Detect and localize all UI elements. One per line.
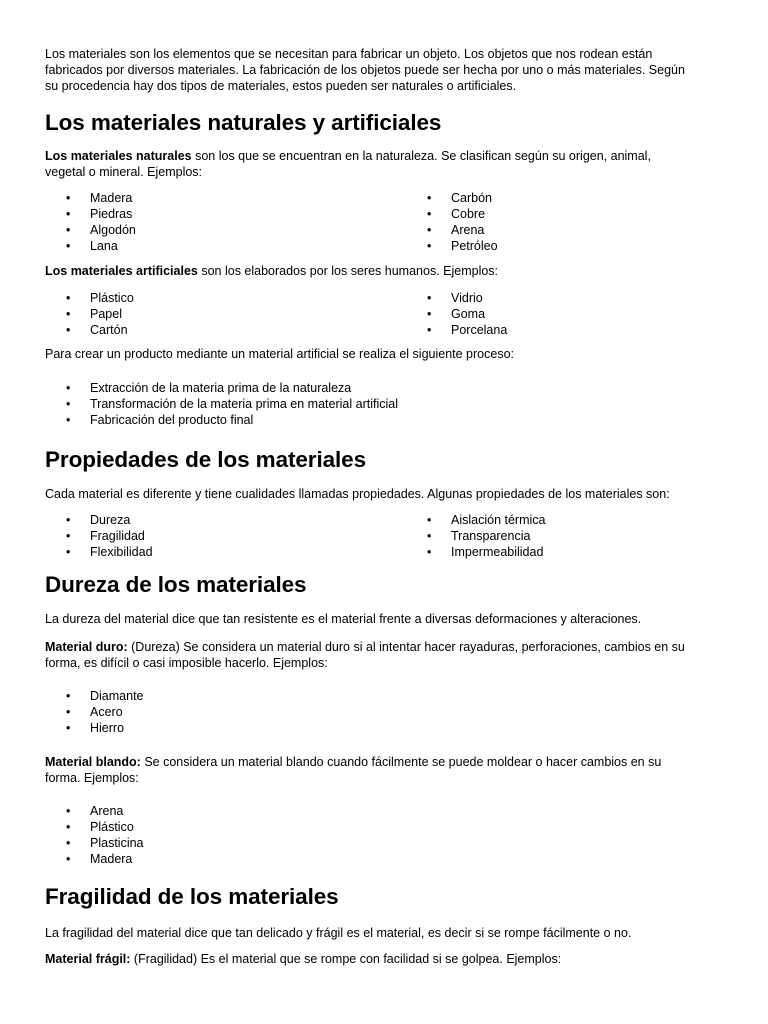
list-item: Papel — [90, 307, 122, 321]
bullet-marker: • — [66, 413, 71, 427]
bullet-marker: • — [427, 239, 432, 253]
heading-fragilidad: Fragilidad de los materiales — [45, 884, 339, 909]
list-item: Lana — [90, 239, 118, 253]
list-item: Flexibilidad — [90, 545, 153, 559]
list-item: Impermeabilidad — [451, 545, 544, 559]
artificiales-desc: son los elaborados por los seres humanos. Ejemplos: — [197, 264, 499, 278]
dureza-paragraph: La dureza del material dice que tan resistente es el material frente a diversas deformaciones y alteraciones. — [45, 612, 642, 626]
bullet-marker: • — [66, 513, 71, 527]
bullet-marker: • — [66, 852, 71, 866]
blando-paragraph-line-1 — [45, 754, 661, 770]
list-item: Arena — [451, 223, 485, 237]
bullet-marker: • — [427, 307, 432, 321]
fragil-desc: (Fragilidad) Es el material que se rompe con facilidad si se golpea. Ejemplos: — [130, 952, 562, 966]
bullet-marker: • — [66, 804, 71, 818]
bullet-marker: • — [427, 207, 432, 221]
list-item: Transparencia — [451, 529, 531, 543]
bullet-marker: • — [66, 397, 71, 411]
list-item: Arena — [90, 804, 124, 818]
propiedades-paragraph: Cada material es diferente y tiene cualidades llamadas propiedades. Algunas propiedades de los materiales son: — [45, 487, 670, 501]
list-item: Dureza — [90, 513, 131, 527]
bullet-marker: • — [66, 381, 71, 395]
heading-propiedades: Propiedades de los materiales — [45, 447, 366, 472]
bullet-marker: • — [427, 323, 432, 337]
bullet-marker: • — [66, 836, 71, 850]
duro-paragraph-line-2: forma, es difícil o casi imposible hacerlo. Ejemplos: — [45, 656, 328, 670]
list-item: Cobre — [451, 207, 486, 221]
list-item: Acero — [90, 705, 123, 719]
naturales-term: Los materiales naturales — [45, 149, 192, 163]
bullet-marker: • — [427, 191, 432, 205]
naturales-desc: son los que se encuentran en la naturaleza. Se clasifican según su origen, animal, — [191, 149, 651, 163]
list-item: Plasticina — [90, 836, 144, 850]
bullet-marker: • — [66, 307, 71, 321]
list-item: Vidrio — [451, 291, 483, 305]
list-item: Porcelana — [451, 323, 508, 337]
bullet-marker: • — [66, 820, 71, 834]
list-item: Madera — [90, 191, 133, 205]
list-item: Petróleo — [451, 239, 498, 253]
bullet-marker: • — [427, 545, 432, 559]
heading-dureza: Dureza de los materiales — [45, 572, 307, 597]
list-item: Carbón — [451, 191, 492, 205]
fragilidad-paragraph: La fragilidad del material dice que tan delicado y frágil es el material, es decir si se rompe fácilmente o no. — [45, 926, 632, 940]
list-item: Extracción de la materia prima de la naturaleza — [90, 381, 352, 395]
bullet-marker: • — [66, 323, 71, 337]
list-item: Fragilidad — [90, 529, 145, 543]
blando-desc: Se considera un material blando cuando fácilmente se puede moldear o hacer cambios en su — [140, 755, 662, 769]
list-item: Diamante — [90, 689, 144, 703]
list-item: Piedras — [90, 207, 133, 221]
duro-paragraph-line-1 — [45, 639, 685, 655]
list-item: Transformación de la materia prima en material artificial — [90, 397, 398, 411]
list-item: Plástico — [90, 820, 134, 834]
list-item: Madera — [90, 852, 133, 866]
list-item: Fabricación del producto final — [90, 413, 254, 427]
fragil-paragraph — [45, 951, 561, 967]
intro-line-3: su procedencia hay dos tipos de materiales, estos pueden ser naturales o artificiales. — [45, 79, 517, 93]
heading-naturales-artificiales: Los materiales naturales y artificiales — [45, 110, 442, 135]
naturales-paragraph-line-1 — [45, 148, 651, 164]
list-item: Aislación térmica — [451, 513, 546, 527]
bullet-marker: • — [427, 223, 432, 237]
naturales-paragraph-line-2: vegetal o mineral. Ejemplos: — [45, 165, 203, 179]
bullet-marker: • — [66, 207, 71, 221]
proceso-paragraph: Para crear un producto mediante un material artificial se realiza el siguiente proceso: — [45, 347, 514, 361]
bullet-marker: • — [66, 191, 71, 205]
bullet-marker: • — [427, 513, 432, 527]
intro-line-1: Los materiales son los elementos que se necesitan para fabricar un objeto. Los objetos que nos rodean están — [45, 47, 653, 61]
bullet-marker: • — [66, 689, 71, 703]
blando-paragraph-line-2: forma. Ejemplos: — [45, 771, 139, 785]
bullet-marker: • — [66, 291, 71, 305]
bullet-marker: • — [427, 291, 432, 305]
intro-line-2: fabricados por diversos materiales. La fabricación de los objetos puede ser hecha por uno o más materiales. Según — [45, 63, 685, 77]
list-item: Hierro — [90, 721, 125, 735]
bullet-marker: • — [66, 721, 71, 735]
duro-desc: (Dureza) Se considera un material duro si al intentar hacer rayaduras, perforaciones, cambios en su — [127, 640, 685, 654]
bullet-marker: • — [66, 705, 71, 719]
list-item: Algodón — [90, 223, 136, 237]
bullet-marker: • — [66, 239, 71, 253]
bullet-marker: • — [66, 545, 71, 559]
list-item: Cartón — [90, 323, 128, 337]
bullet-marker: • — [66, 529, 71, 543]
blando-term: Material blando: — [45, 755, 141, 769]
bullet-marker: • — [66, 223, 71, 237]
list-item: Plástico — [90, 291, 134, 305]
fragil-term: Material frágil: — [45, 952, 131, 966]
bullet-marker: • — [427, 529, 432, 543]
duro-term: Material duro: — [45, 640, 128, 654]
artificiales-term: Los materiales artificiales — [45, 264, 198, 278]
list-item: Goma — [451, 307, 486, 321]
artificiales-paragraph — [45, 263, 498, 279]
